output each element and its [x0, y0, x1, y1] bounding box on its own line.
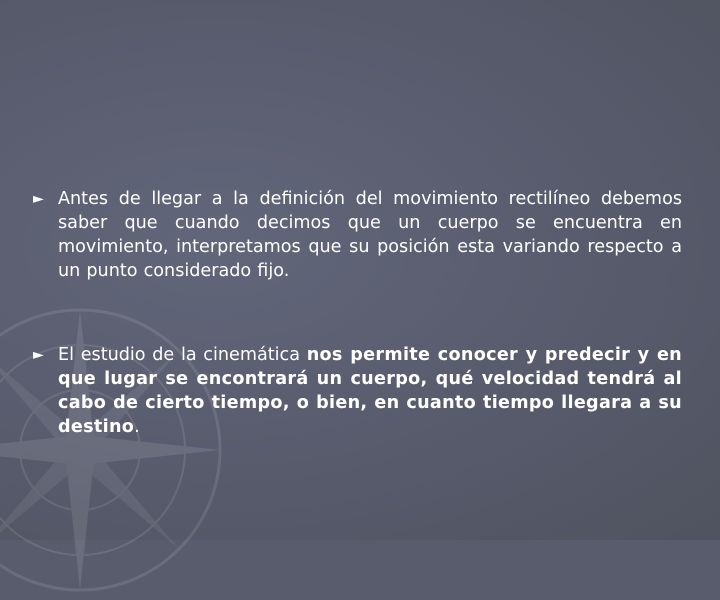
paragraph-2 [58, 343, 682, 439]
paragraph-2-end: . [134, 417, 140, 437]
paragraph-1: Antes de llegar a la definición del movimiento rectilíneo debemos saber que cuando decimos que un cuerpo se encuentra en movimiento, interpretamos que su posición esta variando respecto a un punto considerado fijo. [58, 189, 682, 281]
bullet-marker-2: ► [33, 347, 44, 363]
bullet-marker-1: ► [33, 191, 44, 207]
paragraph-2-bold: nos permite conocer y predecir y en que lugar se encontrará un cuerpo, qué velocidad tendrá al cabo de cierto tiempo, o bien, en cuanto tiempo llegara a su destino [58, 345, 683, 437]
paragraph-2-plain: El estudio de la cinemática [58, 345, 307, 365]
